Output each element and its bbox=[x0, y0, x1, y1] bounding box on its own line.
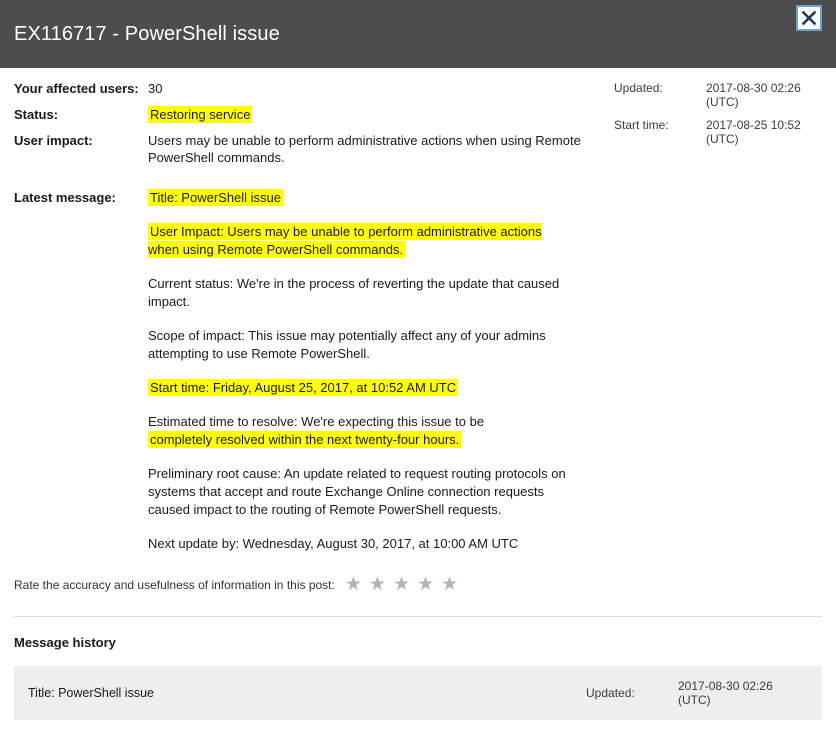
dialog-titlebar bbox=[0, 0, 836, 68]
message-eta-highlight: completely resolved within the next twenty-four hours. bbox=[150, 432, 460, 447]
latest-message-body bbox=[148, 189, 568, 553]
history-item-title: Title: PowerShell issue bbox=[28, 686, 154, 700]
rating-prompt: Rate the accuracy and usefulness of information in this post: bbox=[14, 577, 335, 592]
message-history-heading: Message history bbox=[14, 635, 116, 650]
star-icon-2[interactable]: ★ bbox=[368, 574, 386, 595]
rating-row bbox=[14, 575, 822, 594]
message-scope: Scope of impact: This issue may potentially affect any of your admins attempting to use Remote PowerShell. bbox=[148, 328, 546, 361]
user-impact-value: Users may be unable to perform administrative actions when using Remote PowerShell commands. bbox=[148, 133, 581, 165]
message-eta-plain: Estimated time to resolve: We're expecting this issue to be bbox=[148, 414, 485, 429]
message-title: Title: PowerShell issue bbox=[150, 190, 282, 205]
history-item-updated-value: 2017-08-30 02:26 (UTC) bbox=[678, 679, 773, 707]
updated-label: Updated: bbox=[614, 81, 663, 95]
message-user-impact: User Impact: Users may be unable to perform administrative actions when using Remote PowerShell commands. bbox=[148, 224, 542, 257]
message-title-paragraph bbox=[148, 189, 568, 207]
message-current-status: Current status: We're in the process of reverting the update that caused impact. bbox=[148, 276, 560, 309]
star-icon-4[interactable]: ★ bbox=[416, 574, 435, 595]
star-icon-5[interactable]: ★ bbox=[441, 574, 459, 595]
affected-users-row bbox=[14, 80, 614, 97]
close-icon bbox=[801, 10, 817, 26]
start-time-label: Start time: bbox=[614, 118, 669, 132]
updated-value: 2017-08-30 02:26 (UTC) bbox=[706, 81, 801, 109]
latest-message-row bbox=[14, 189, 822, 553]
user-impact-label: User impact: bbox=[14, 133, 93, 148]
incident-details bbox=[0, 68, 836, 720]
message-start-time-paragraph bbox=[148, 379, 568, 397]
affected-users-value: 30 bbox=[148, 81, 163, 96]
status-badge: Restoring service bbox=[150, 107, 251, 122]
detail-right-column bbox=[614, 80, 822, 175]
status-row bbox=[14, 106, 614, 123]
status-value-wrap bbox=[148, 106, 614, 123]
rating-stars[interactable] bbox=[345, 575, 458, 594]
message-history-inner bbox=[0, 666, 836, 720]
status-label: Status: bbox=[14, 107, 59, 122]
page-title: EX116717 - PowerShell issue bbox=[14, 22, 280, 45]
start-time-value: 2017-08-25 10:52 (UTC) bbox=[706, 118, 801, 146]
detail-left-column bbox=[14, 80, 614, 175]
message-next-update: Next update by: Wednesday, August 30, 2017, at 10:00 AM UTC bbox=[148, 536, 519, 551]
start-time-row bbox=[614, 118, 822, 146]
user-impact-row bbox=[14, 132, 614, 166]
affected-users-label: Your affected users: bbox=[14, 81, 139, 96]
message-start-time: Start time: Friday, August 25, 2017, at 10:52 AM UTC bbox=[150, 380, 457, 395]
latest-message-label: Latest message: bbox=[14, 190, 116, 205]
star-icon-1[interactable]: ★ bbox=[344, 574, 362, 595]
list-item[interactable] bbox=[14, 666, 822, 720]
message-eta-paragraph bbox=[148, 413, 568, 449]
close-button[interactable] bbox=[796, 5, 822, 31]
message-root-cause: Preliminary root cause: An update related to request routing protocols on systems that accept and route Exchange Online connection requests caused impact to the routing of Remote PowerShell requests. bbox=[148, 466, 566, 517]
message-user-impact-paragraph bbox=[148, 223, 568, 259]
detail-columns bbox=[14, 80, 822, 175]
updated-row bbox=[614, 81, 822, 109]
star-icon-3[interactable]: ★ bbox=[392, 574, 410, 595]
message-history-list bbox=[0, 666, 836, 720]
history-item-updated-label: Updated: bbox=[586, 686, 635, 700]
